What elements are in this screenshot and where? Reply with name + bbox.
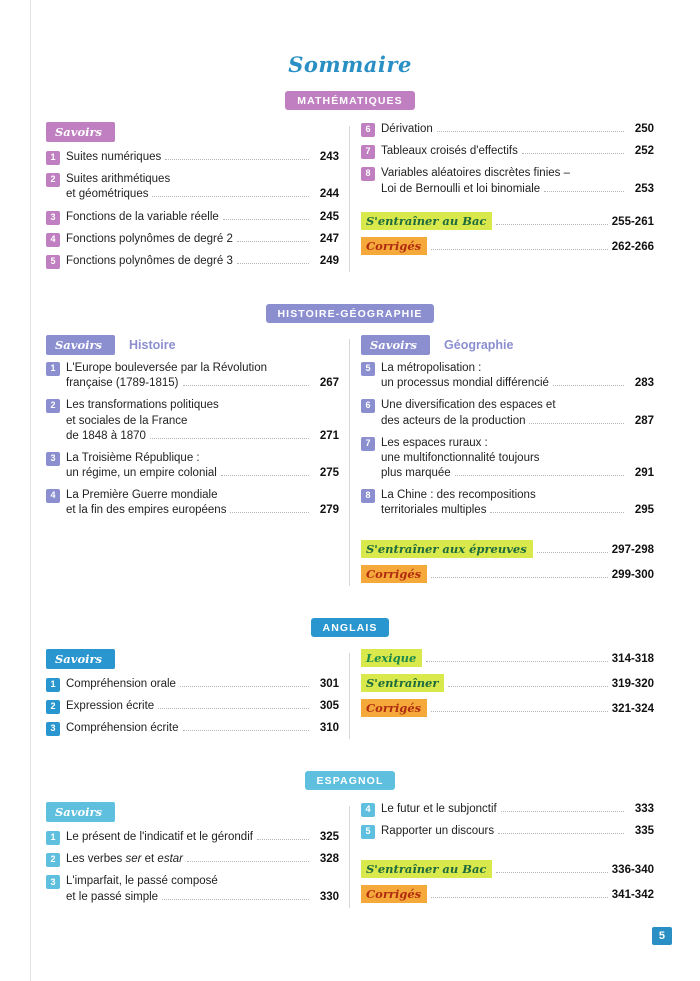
entry-page: 250 [634, 123, 654, 135]
toc-highlight-row[interactable] [361, 540, 654, 558]
entry-page: 305 [319, 699, 339, 712]
entry-label: Suites arithmétiques [66, 173, 171, 186]
entry-label-cont: des acteurs de la production [381, 414, 526, 427]
entry-label: Fonctions polynômes de degré 3 [66, 254, 233, 267]
page-title: Sommaire [288, 52, 412, 77]
dot-leader [522, 153, 624, 154]
mathematiques-right-column [361, 122, 654, 276]
dot-leader [257, 839, 309, 840]
entry-page: 287 [634, 414, 654, 427]
anglais-right-column [361, 649, 654, 744]
entry-page: 247 [319, 232, 339, 245]
highlight-page: 319-320 [611, 677, 654, 690]
toc-entry[interactable] [46, 150, 339, 165]
highlight-label-sentrainer-aux-epreuves: S'entraîner aux épreuves [361, 540, 533, 558]
dot-leader [223, 219, 309, 220]
section-banner-histoire-geographie: HISTOIRE-GÉOGRAPHIE [266, 304, 435, 323]
highlight-label-sentrainer-au-bac: S'entraîner au Bac [361, 212, 492, 230]
section-banner-espagnol-wrap [46, 771, 654, 790]
entry-label-cont: territoriales multiples [381, 504, 487, 517]
dot-leader [165, 159, 309, 160]
toc-entry[interactable] [46, 210, 339, 225]
espagnol-left-column [46, 802, 339, 912]
toc-highlight-row[interactable] [361, 699, 654, 717]
section-banner-espagnol: ESPAGNOL [305, 771, 396, 790]
highlight-page: 321-324 [611, 702, 654, 715]
entry-number: 4 [46, 489, 60, 503]
entry-number: 2 [46, 399, 60, 413]
subject-name-histoire: Histoire [129, 338, 176, 353]
dot-leader [158, 708, 309, 709]
dot-leader [448, 686, 607, 687]
toc-entry[interactable] [46, 488, 339, 518]
entry-label-cont: un processus mondial différencié [381, 377, 549, 390]
highlight-label-lexique: Lexique [361, 649, 422, 667]
section-banner-mathematiques: MATHÉMATIQUES [285, 91, 415, 110]
toc-entry[interactable] [46, 254, 339, 269]
entry-label: Compréhension orale [66, 677, 176, 690]
toc-entry[interactable] [46, 398, 339, 444]
entry-label: Fonctions de la variable réelle [66, 210, 219, 223]
toc-entry[interactable] [46, 361, 339, 391]
toc-entry[interactable] [46, 699, 339, 714]
entry-number: 8 [361, 489, 375, 503]
entry-number: 7 [361, 437, 375, 451]
entry-number: 1 [46, 678, 60, 692]
entry-page: 333 [634, 803, 654, 816]
toc-highlight-row[interactable] [361, 237, 654, 255]
entry-page: 279 [319, 504, 339, 517]
entry-page: 249 [319, 254, 339, 267]
toc-entry[interactable] [361, 436, 654, 482]
entry-label-cont: et le passé simple [66, 890, 159, 903]
entry-label: La Chine : des recompositions [381, 489, 536, 502]
toc-highlight-row[interactable] [361, 674, 654, 692]
highlight-page: 255-261 [611, 215, 654, 228]
dot-leader [221, 475, 309, 476]
toc-entry[interactable] [361, 824, 654, 839]
entry-label: Variables aléatoires discrètes finies – [381, 167, 570, 180]
entry-label-cont: et sociales de la France [66, 414, 188, 427]
dot-leader [431, 711, 608, 712]
entry-label-cont: française (1789-1815) [66, 377, 179, 390]
espagnol-right-column [361, 802, 654, 912]
dot-leader [431, 249, 608, 250]
entry-label: La Troisième République : [66, 451, 200, 464]
dot-leader [187, 861, 309, 862]
section-mathematiques-columns [46, 122, 654, 276]
entry-page: 275 [319, 467, 339, 480]
savoirs-tag-espagnol: Savoirs [46, 802, 115, 822]
entry-number: 1 [46, 151, 60, 165]
dot-leader [183, 385, 309, 386]
dot-leader [162, 899, 309, 900]
savoirs-tag-anglais: Savoirs [46, 649, 115, 669]
toc-entry[interactable] [361, 361, 654, 391]
highlight-label-corriges: Corrigés [361, 885, 427, 903]
mathematiques-left-column [46, 122, 339, 276]
page-left-rule [30, 0, 31, 981]
dot-leader [544, 191, 624, 192]
entry-label: Les espaces ruraux : [381, 436, 488, 449]
highlight-label-corriges: Corrigés [361, 565, 427, 583]
entry-label-cont2: de 1848 à 1870 [66, 429, 146, 442]
entry-label: L'Europe bouleversée par la Révolution [66, 362, 268, 375]
entry-number: 4 [361, 803, 375, 817]
toc-entry[interactable] [46, 721, 339, 736]
entry-number: 8 [361, 167, 375, 181]
entry-page: 325 [319, 831, 339, 844]
entry-label-cont: un régime, un empire colonial [66, 467, 217, 480]
entry-label-cont2: plus marquée [381, 467, 451, 480]
dot-leader [230, 512, 309, 513]
highlight-page: 297-298 [611, 543, 654, 556]
toc-entry[interactable] [46, 232, 339, 247]
entry-number: 3 [46, 452, 60, 466]
page-number-badge: 5 [652, 927, 672, 945]
toc-entry[interactable] [361, 144, 654, 159]
toc-entry[interactable] [361, 398, 654, 428]
toc-entry[interactable] [361, 122, 654, 137]
entry-page: 335 [634, 825, 654, 838]
entry-label-italic-estar: estar [157, 853, 183, 866]
dot-leader [437, 131, 624, 132]
entry-number: 4 [46, 233, 60, 247]
highlight-label-corriges: Corrigés [361, 699, 427, 717]
entry-page: 301 [319, 677, 339, 690]
highlight-page: 314-318 [611, 652, 654, 665]
entry-page: 267 [319, 377, 339, 390]
entry-number: 6 [361, 399, 375, 413]
toc-entry[interactable] [361, 166, 654, 196]
toc-highlight-row[interactable] [361, 649, 654, 667]
highlight-page: 336-340 [611, 864, 654, 877]
entry-label: Les verbes ser et estar [66, 853, 183, 866]
dot-leader [496, 224, 607, 225]
entry-number: 5 [46, 255, 60, 269]
entry-label-cont: et géométriques [66, 188, 149, 201]
dot-leader [501, 811, 624, 812]
section-espagnol-columns [46, 802, 654, 912]
entry-label: La Première Guerre mondiale [66, 489, 218, 502]
dot-leader [498, 833, 624, 834]
section-banner-anglais: ANGLAIS [311, 618, 390, 637]
dot-leader [152, 196, 309, 197]
toc-entry[interactable] [361, 488, 654, 518]
savoirs-tag-histoire: Savoirs [46, 335, 115, 355]
entry-label: Suites numériques [66, 151, 162, 163]
entry-label: Fonctions polynômes de degré 2 [66, 232, 233, 245]
toc-entry[interactable] [46, 677, 339, 692]
section-banner-anglais-wrap [46, 618, 654, 637]
section-anglais-columns [46, 649, 654, 744]
entry-label: Le présent de l'indicatif et le gérondif [66, 831, 253, 844]
entry-label: Tableaux croisés d'effectifs [381, 145, 518, 158]
entry-number: 2 [46, 700, 60, 714]
entry-number: 7 [361, 145, 375, 159]
dot-leader [426, 661, 607, 662]
toc-entry[interactable] [46, 852, 339, 867]
section-banner-histoire-geographie-wrap [46, 304, 654, 323]
subject-name-geographie: Géographie [444, 338, 514, 353]
highlight-label-corriges: Corrigés [361, 237, 427, 255]
dot-leader [237, 263, 309, 264]
entry-number: 5 [361, 825, 375, 839]
entry-number: 3 [46, 722, 60, 736]
dot-leader [183, 730, 309, 731]
dot-leader [490, 512, 624, 513]
entry-label-italic-ser: ser [125, 853, 142, 866]
toc-entry[interactable] [46, 874, 339, 904]
entry-number: 1 [46, 362, 60, 376]
entry-page: 310 [319, 721, 339, 734]
entry-number: 3 [46, 875, 60, 889]
dot-leader [431, 577, 608, 578]
anglais-left-column [46, 649, 339, 744]
entry-page: 245 [319, 210, 339, 223]
highlight-page: 299-300 [611, 568, 654, 581]
toc-highlight-row[interactable] [361, 212, 654, 230]
dot-leader [553, 385, 624, 386]
toc-highlight-row[interactable] [361, 860, 654, 878]
dot-leader [237, 241, 309, 242]
entry-label: Rapporter un discours [381, 825, 495, 838]
dot-leader [150, 438, 309, 439]
entry-number: 3 [46, 211, 60, 225]
toc-highlight-row[interactable] [361, 885, 654, 903]
dot-leader [537, 552, 608, 553]
entry-label: Dérivation [381, 123, 433, 135]
entry-label: Une diversification des espaces et [381, 399, 556, 412]
entry-label: La métropolisation : [381, 362, 482, 375]
histoire-column [46, 335, 339, 590]
dot-leader [496, 872, 607, 873]
entry-label: Compréhension écrite [66, 721, 179, 734]
entry-page: 291 [634, 467, 654, 480]
entry-label-cont: une multifonctionnalité toujours [381, 451, 540, 464]
entry-page: 252 [634, 145, 654, 158]
entry-page: 253 [634, 182, 654, 195]
entry-page: 330 [319, 890, 339, 903]
toc-highlight-row[interactable] [361, 565, 654, 583]
savoirs-tag-mathematiques: Savoirs [46, 122, 115, 142]
section-histoire-geographie-columns [46, 335, 654, 590]
toc-entry[interactable] [46, 451, 339, 481]
entry-label-cont: Loi de Bernoulli et loi binomiale [381, 182, 541, 195]
toc-entry[interactable] [46, 172, 339, 202]
entry-label: Les transformations politiques [66, 399, 219, 412]
entry-page: 328 [319, 853, 339, 866]
savoirs-tag-geographie: Savoirs [361, 335, 430, 355]
toc-entry[interactable] [46, 830, 339, 845]
entry-page: 283 [634, 377, 654, 390]
dot-leader [431, 897, 608, 898]
highlight-page: 262-266 [611, 240, 654, 253]
toc-entry[interactable] [361, 802, 654, 817]
highlight-label-sentrainer-au-bac: S'entraîner au Bac [361, 860, 492, 878]
geographie-column [361, 335, 654, 590]
entry-number: 6 [361, 123, 375, 137]
entry-page: 244 [319, 188, 339, 201]
dot-leader [180, 686, 309, 687]
entry-number: 1 [46, 831, 60, 845]
entry-label: Le futur et le subjonctif [381, 803, 497, 816]
highlight-page: 341-342 [611, 889, 654, 902]
entry-page: 243 [319, 151, 339, 163]
entry-page: 295 [634, 504, 654, 517]
entry-label: L'imparfait, le passé composé [66, 875, 218, 888]
entry-number: 2 [46, 173, 60, 187]
entry-label-cont: et la fin des empires européens [66, 504, 227, 517]
entry-number: 5 [361, 362, 375, 376]
dot-leader [455, 475, 624, 476]
entry-page: 271 [319, 429, 339, 442]
dot-leader [529, 423, 624, 424]
highlight-label-sentrainer: S'entraîner [361, 674, 444, 692]
section-banner-mathematiques-wrap [46, 91, 654, 110]
entry-number: 2 [46, 853, 60, 867]
entry-label: Expression écrite [66, 699, 155, 712]
